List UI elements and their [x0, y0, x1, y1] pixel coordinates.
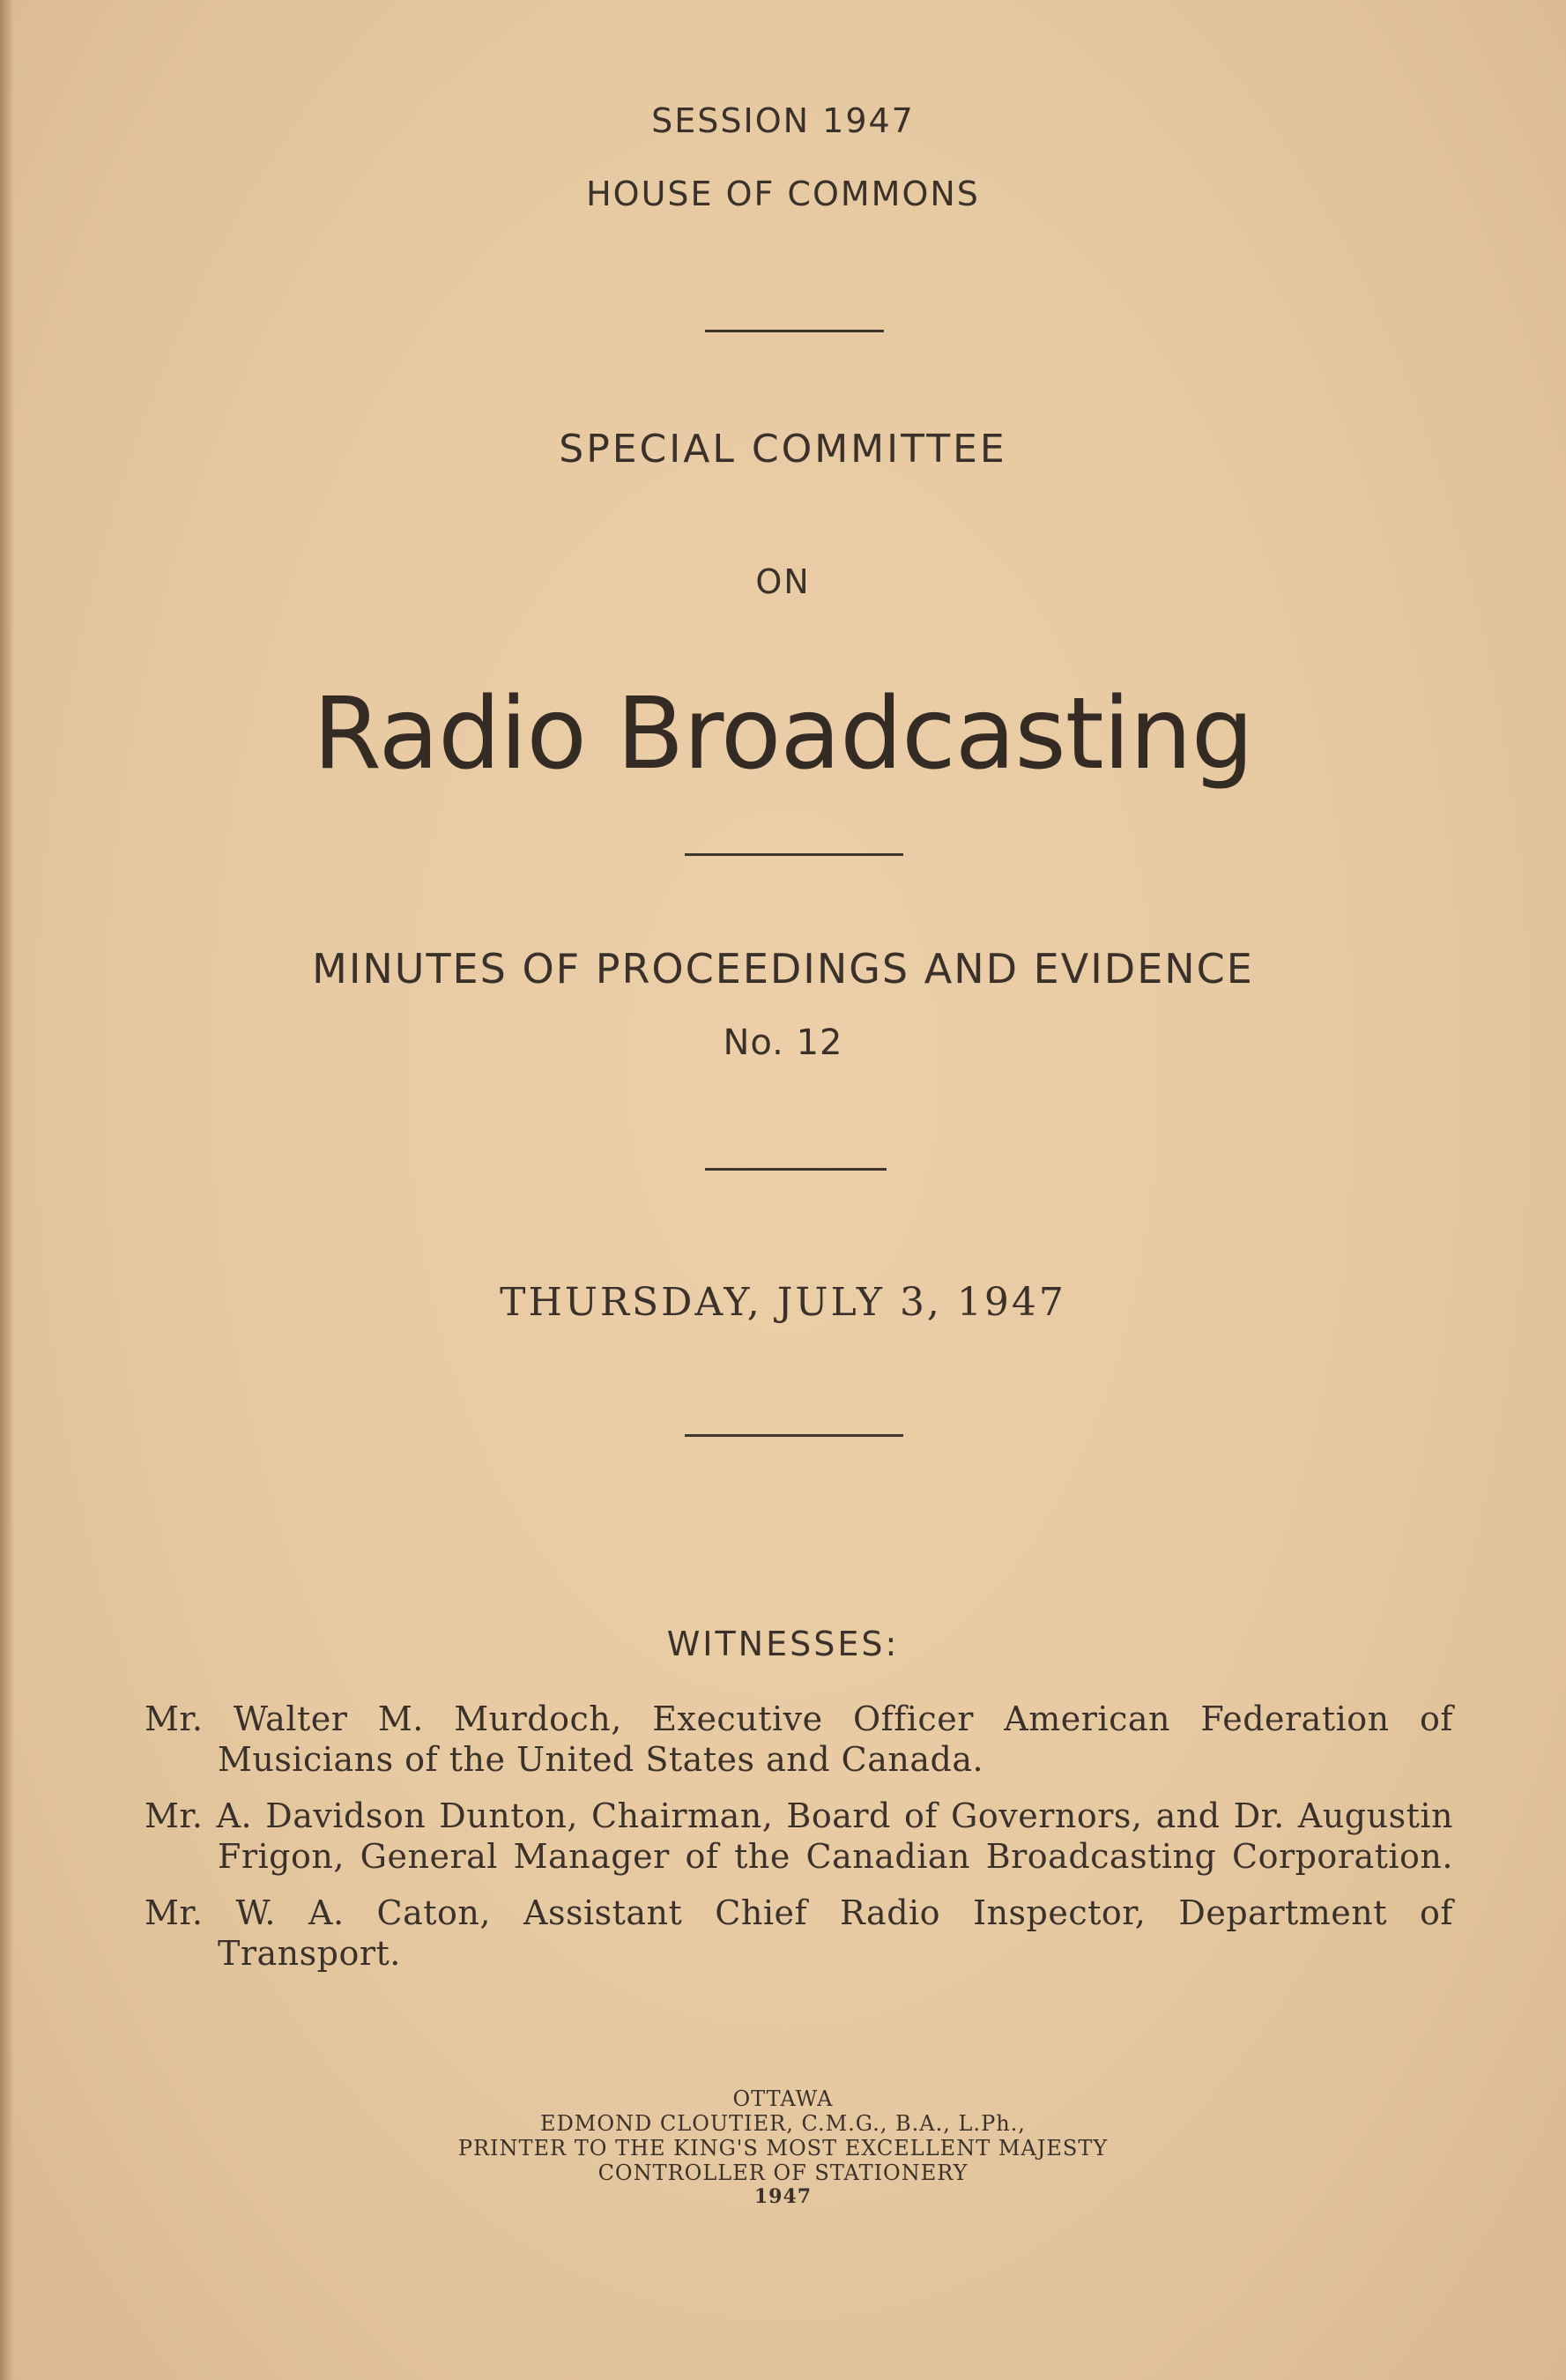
- session-heading: SESSION 1947: [651, 101, 915, 140]
- imprint-year: 1947: [753, 2185, 813, 2208]
- imprint-city: OTTAWA: [732, 2086, 834, 2111]
- witnesses-heading: WITNESSES:: [666, 1625, 900, 1663]
- witness-entry: [145, 1893, 1453, 1974]
- divider-rule-2: [685, 853, 903, 856]
- committee-connector: ON: [755, 562, 811, 601]
- witness-line: Mr. Walter M. Murdoch, Executive Officer American Federation of: [145, 1699, 1453, 1738]
- witness-line: Mr. A. Davidson Dunton, Chairman, Board of Governors, and Dr. Augustin: [145, 1796, 1453, 1835]
- imprint-majesty: PRINTER TO THE KING'S MOST EXCELLENT MAJESTY: [457, 2136, 1109, 2161]
- witness-line: Mr. W. A. Caton, Assistant Chief Radio Inspector, Department of: [145, 1893, 1453, 1932]
- issue-number: No. 12: [723, 1023, 843, 1063]
- committee-heading: SPECIAL COMMITTEE: [559, 427, 1007, 472]
- proceedings-date: THURSDAY, JULY 3, 1947: [500, 1280, 1066, 1325]
- imprint-controller: CONTROLLER OF STATIONERY: [597, 2161, 969, 2185]
- house-heading: HOUSE OF COMMONS: [586, 175, 980, 213]
- proceedings-title: MINUTES OF PROCEEDINGS AND EVIDENCE: [312, 945, 1254, 993]
- witness-line-continued: Frigon, General Manager of the Canadian Broadcasting Corporation.: [218, 1837, 1453, 1876]
- witness-entry: [145, 1699, 1453, 1780]
- witness-line-continued: Transport.: [218, 1934, 401, 1973]
- divider-rule-1: [705, 330, 884, 332]
- divider-rule-3: [705, 1168, 887, 1171]
- imprint-printer: EDMOND CLOUTIER, C.M.G., B.A., L.Ph.,: [540, 2111, 1026, 2136]
- document-title: Radio Broadcasting: [313, 677, 1253, 792]
- witness-line-continued: Musicians of the United States and Canada.: [218, 1740, 984, 1779]
- binding-edge: [0, 0, 14, 2380]
- witness-entry: [145, 1796, 1453, 1877]
- divider-rule-4: [685, 1434, 903, 1437]
